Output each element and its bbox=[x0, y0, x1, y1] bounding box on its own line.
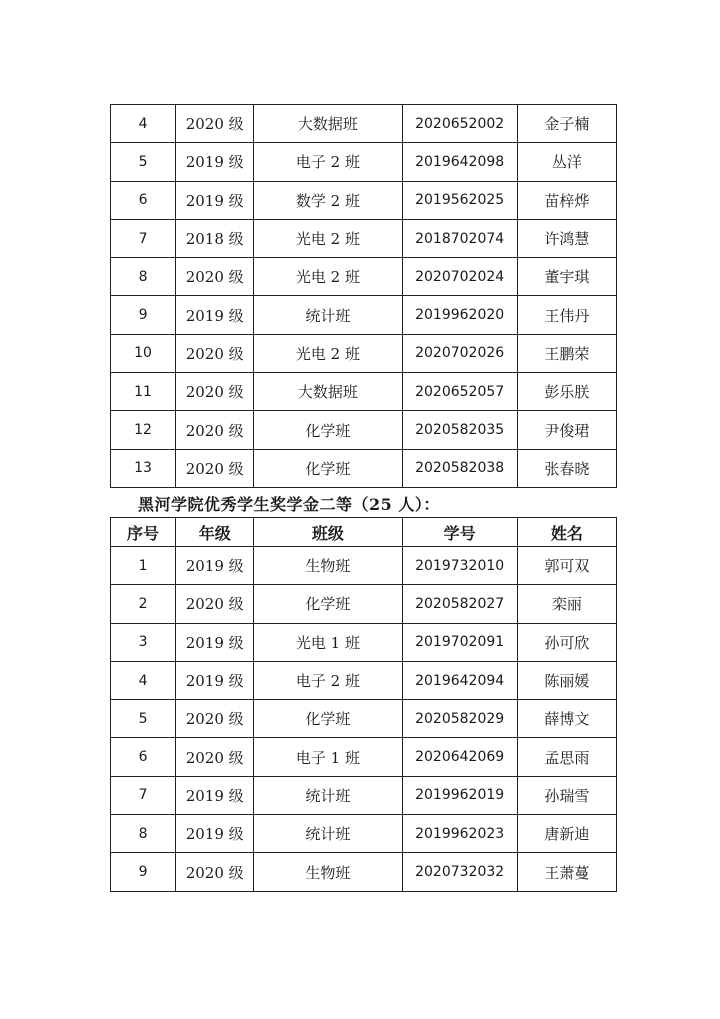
cell-grade: 2020 级 bbox=[176, 853, 254, 891]
cell-class: 光电 2 班 bbox=[254, 258, 402, 296]
header-grade: 年级 bbox=[176, 518, 254, 547]
scholarship-table-first-class-continued bbox=[110, 104, 617, 488]
cell-name: 彭乐朕 bbox=[517, 373, 616, 411]
cell-index: 5 bbox=[111, 143, 176, 181]
table-row bbox=[111, 181, 617, 219]
cell-index: 10 bbox=[111, 334, 176, 372]
table-header-row bbox=[111, 518, 617, 547]
cell-name: 孙瑞雪 bbox=[517, 776, 616, 814]
cell-student-id: 2020582038 bbox=[402, 449, 517, 487]
cell-student-id: 2019962023 bbox=[402, 815, 517, 853]
cell-grade: 2020 级 bbox=[176, 258, 254, 296]
table-row bbox=[111, 411, 617, 449]
cell-grade: 2019 级 bbox=[176, 181, 254, 219]
cell-class: 统计班 bbox=[254, 776, 402, 814]
cell-name: 栾丽 bbox=[517, 585, 616, 623]
cell-grade: 2020 级 bbox=[176, 105, 254, 143]
cell-name: 金子楠 bbox=[517, 105, 616, 143]
cell-name: 张春晓 bbox=[517, 449, 616, 487]
cell-class: 数学 2 班 bbox=[254, 181, 402, 219]
cell-grade: 2020 级 bbox=[176, 738, 254, 776]
cell-student-id: 2019642094 bbox=[402, 661, 517, 699]
cell-grade: 2020 级 bbox=[176, 334, 254, 372]
cell-class: 生物班 bbox=[254, 547, 402, 585]
cell-student-id: 2019962020 bbox=[402, 296, 517, 334]
table-row bbox=[111, 623, 617, 661]
cell-class: 统计班 bbox=[254, 296, 402, 334]
cell-grade: 2019 级 bbox=[176, 776, 254, 814]
table-row bbox=[111, 547, 617, 585]
cell-index: 7 bbox=[111, 776, 176, 814]
table-row bbox=[111, 105, 617, 143]
cell-name: 丛洋 bbox=[517, 143, 616, 181]
cell-index: 7 bbox=[111, 219, 176, 257]
table-body bbox=[111, 105, 617, 488]
cell-class: 化学班 bbox=[254, 449, 402, 487]
table-row bbox=[111, 219, 617, 257]
cell-name: 王鹏荣 bbox=[517, 334, 616, 372]
cell-name: 陈丽媛 bbox=[517, 661, 616, 699]
cell-name: 孟思雨 bbox=[517, 738, 616, 776]
cell-grade: 2019 级 bbox=[176, 547, 254, 585]
cell-name: 唐新迪 bbox=[517, 815, 616, 853]
cell-student-id: 2020702026 bbox=[402, 334, 517, 372]
cell-name: 王萧蔓 bbox=[517, 853, 616, 891]
cell-name: 苗梓烨 bbox=[517, 181, 616, 219]
cell-name: 孙可欣 bbox=[517, 623, 616, 661]
cell-class: 电子 2 班 bbox=[254, 661, 402, 699]
cell-student-id: 2020582027 bbox=[402, 585, 517, 623]
table-row bbox=[111, 449, 617, 487]
table-row bbox=[111, 143, 617, 181]
cell-name: 尹俊珺 bbox=[517, 411, 616, 449]
cell-student-id: 2020652002 bbox=[402, 105, 517, 143]
cell-class: 光电 2 班 bbox=[254, 219, 402, 257]
cell-index: 1 bbox=[111, 547, 176, 585]
cell-grade: 2018 级 bbox=[176, 219, 254, 257]
cell-index: 6 bbox=[111, 181, 176, 219]
cell-class: 生物班 bbox=[254, 853, 402, 891]
cell-index: 3 bbox=[111, 623, 176, 661]
cell-student-id: 2019642098 bbox=[402, 143, 517, 181]
header-name: 姓名 bbox=[517, 518, 616, 547]
table-row bbox=[111, 738, 617, 776]
cell-grade: 2019 级 bbox=[176, 296, 254, 334]
table-body bbox=[111, 547, 617, 892]
cell-class: 电子 1 班 bbox=[254, 738, 402, 776]
cell-grade: 2020 级 bbox=[176, 373, 254, 411]
header-index: 序号 bbox=[111, 518, 176, 547]
cell-class: 化学班 bbox=[254, 700, 402, 738]
cell-index: 13 bbox=[111, 449, 176, 487]
table-row bbox=[111, 585, 617, 623]
cell-student-id: 2019962019 bbox=[402, 776, 517, 814]
cell-name: 薛博文 bbox=[517, 700, 616, 738]
header-student-id: 学号 bbox=[402, 518, 517, 547]
cell-class: 大数据班 bbox=[254, 373, 402, 411]
cell-name: 董宇琪 bbox=[517, 258, 616, 296]
cell-class: 光电 1 班 bbox=[254, 623, 402, 661]
cell-student-id: 2020642069 bbox=[402, 738, 517, 776]
cell-name: 王伟丹 bbox=[517, 296, 616, 334]
cell-student-id: 2020702024 bbox=[402, 258, 517, 296]
cell-class: 电子 2 班 bbox=[254, 143, 402, 181]
table-row bbox=[111, 258, 617, 296]
cell-index: 4 bbox=[111, 661, 176, 699]
cell-student-id: 2020732032 bbox=[402, 853, 517, 891]
cell-index: 2 bbox=[111, 585, 176, 623]
table-row bbox=[111, 700, 617, 738]
table-row bbox=[111, 296, 617, 334]
cell-index: 4 bbox=[111, 105, 176, 143]
cell-index: 8 bbox=[111, 258, 176, 296]
cell-student-id: 2018702074 bbox=[402, 219, 517, 257]
cell-class: 大数据班 bbox=[254, 105, 402, 143]
cell-grade: 2019 级 bbox=[176, 661, 254, 699]
cell-index: 6 bbox=[111, 738, 176, 776]
table-row bbox=[111, 373, 617, 411]
scholarship-table-second-class bbox=[110, 517, 617, 892]
cell-index: 9 bbox=[111, 296, 176, 334]
cell-name: 郭可双 bbox=[517, 547, 616, 585]
cell-class: 统计班 bbox=[254, 815, 402, 853]
cell-grade: 2019 级 bbox=[176, 143, 254, 181]
cell-grade: 2020 级 bbox=[176, 700, 254, 738]
cell-index: 12 bbox=[111, 411, 176, 449]
cell-student-id: 2020582035 bbox=[402, 411, 517, 449]
table-row bbox=[111, 853, 617, 891]
cell-student-id: 2019732010 bbox=[402, 547, 517, 585]
cell-class: 化学班 bbox=[254, 411, 402, 449]
cell-student-id: 2019562025 bbox=[402, 181, 517, 219]
cell-student-id: 2019702091 bbox=[402, 623, 517, 661]
table-row bbox=[111, 334, 617, 372]
cell-index: 11 bbox=[111, 373, 176, 411]
cell-class: 化学班 bbox=[254, 585, 402, 623]
cell-grade: 2020 级 bbox=[176, 411, 254, 449]
cell-index: 8 bbox=[111, 815, 176, 853]
cell-index: 9 bbox=[111, 853, 176, 891]
cell-grade: 2019 级 bbox=[176, 815, 254, 853]
cell-student-id: 2020652057 bbox=[402, 373, 517, 411]
cell-grade: 2020 级 bbox=[176, 449, 254, 487]
table-row bbox=[111, 661, 617, 699]
cell-grade: 2019 级 bbox=[176, 623, 254, 661]
cell-index: 5 bbox=[111, 700, 176, 738]
cell-name: 许鸿慧 bbox=[517, 219, 616, 257]
cell-class: 光电 2 班 bbox=[254, 334, 402, 372]
cell-grade: 2020 级 bbox=[176, 585, 254, 623]
header-class: 班级 bbox=[254, 518, 402, 547]
table-row bbox=[111, 776, 617, 814]
section-heading-second-class: 黑河学院优秀学生奖学金二等（25 人）： bbox=[138, 495, 440, 514]
table-row bbox=[111, 815, 617, 853]
cell-student-id: 2020582029 bbox=[402, 700, 517, 738]
